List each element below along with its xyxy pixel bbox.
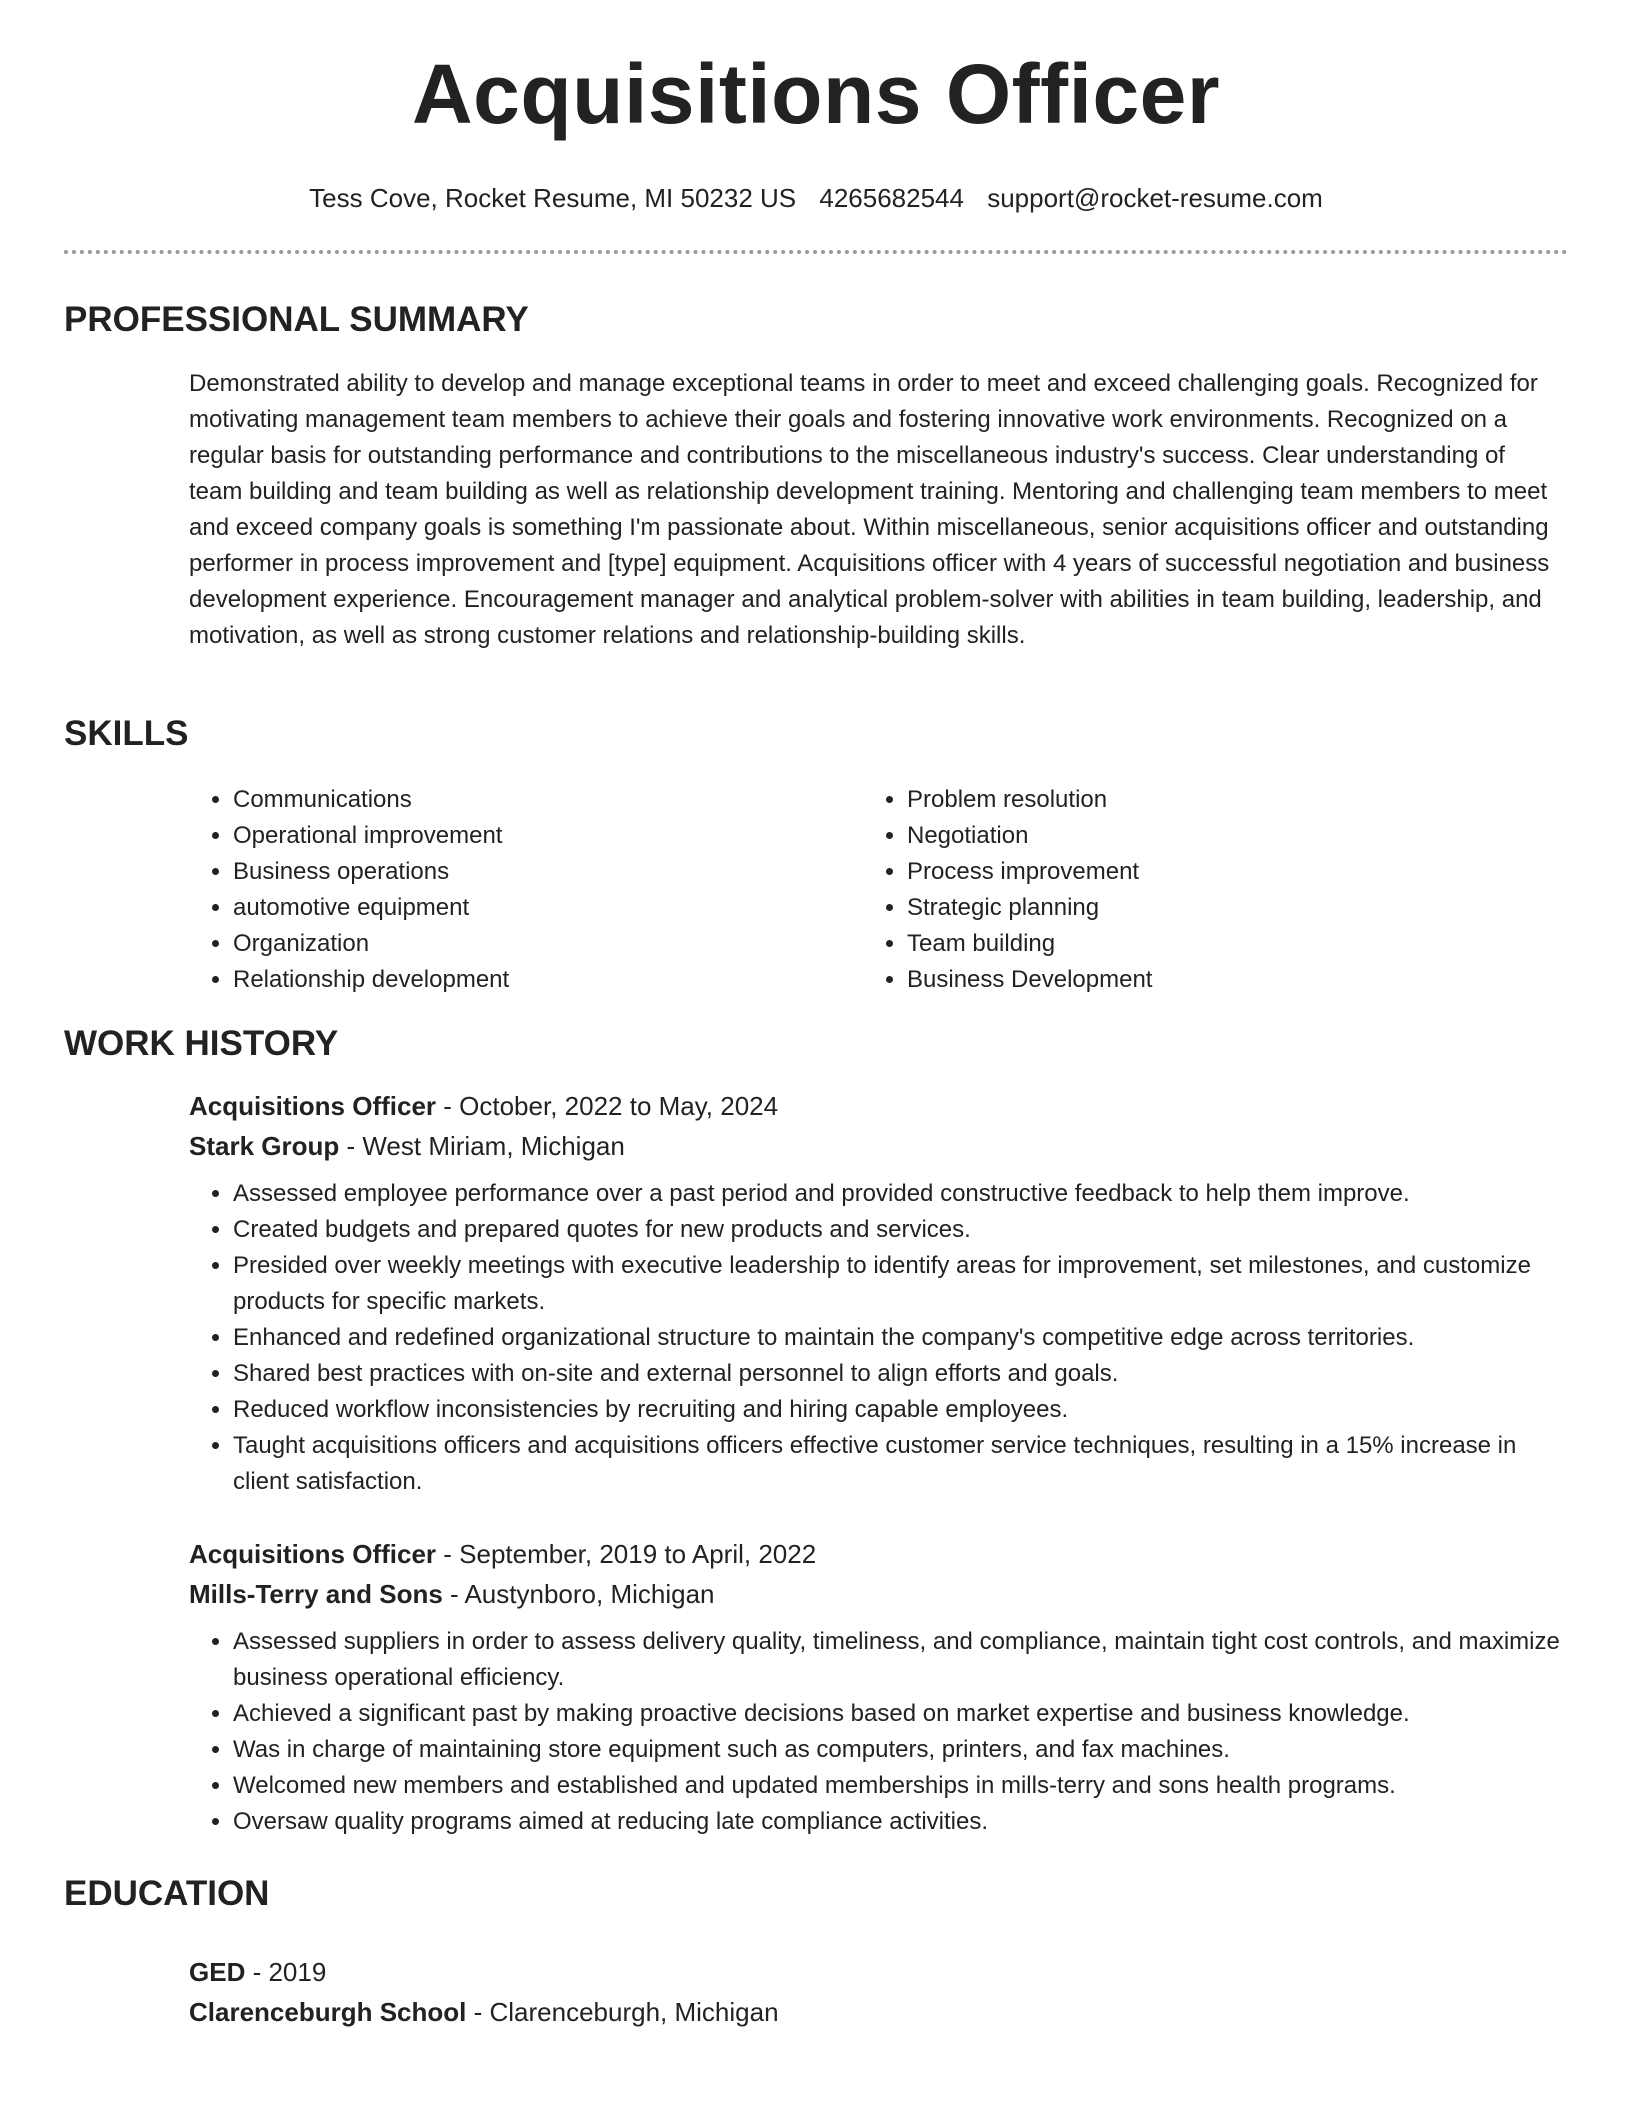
skills-list-right	[863, 782, 1503, 998]
contact-address: Tess Cove, Rocket Resume, MI 50232 US	[309, 183, 797, 213]
skill-item: • Team building	[907, 926, 1503, 962]
skill-item: • Communications	[233, 782, 829, 818]
job-dates: - September, 2019 to April, 2022	[436, 1539, 817, 1569]
job-entry	[189, 1086, 1569, 1500]
job-dates: - October, 2022 to May, 2024	[436, 1091, 779, 1121]
job-title: Acquisitions Officer	[189, 1091, 437, 1121]
contact-line	[0, 182, 1632, 214]
education-degree: GED	[189, 1957, 246, 1987]
skill-item: • Organization	[233, 926, 829, 962]
contact-email: support@rocket-resume.com	[987, 183, 1323, 213]
education-heading: EDUCATION	[64, 1874, 270, 1913]
skills-column-right	[863, 782, 1503, 998]
work-history-heading: WORK HISTORY	[64, 1024, 339, 1063]
list-item: • Created budgets and prepared quotes for new products and services.	[233, 1212, 1569, 1248]
education-degree-line	[189, 1952, 1569, 1992]
list-item: • Achieved a significant past by making proactive decisions based on market expertise and business knowledge.	[233, 1696, 1569, 1732]
job-duties	[189, 1624, 1569, 1840]
skill-item: • Negotiation	[907, 818, 1503, 854]
job-title: Acquisitions Officer	[189, 1539, 437, 1569]
job-company-line	[189, 1574, 1569, 1614]
list-item: • Presided over weekly meetings with executive leadership to identify areas for improvement, set milestones, and customize products for specific markets.	[233, 1248, 1569, 1320]
list-item: • Was in charge of maintaining store equipment such as computers, printers, and fax machines.	[233, 1732, 1569, 1768]
education-year: - 2019	[245, 1957, 327, 1987]
skill-item: • Strategic planning	[907, 890, 1503, 926]
header-divider	[64, 250, 1568, 254]
skill-item: • Process improvement	[907, 854, 1503, 890]
job-duties	[189, 1176, 1569, 1500]
skill-item: • Business Development	[907, 962, 1503, 998]
skill-item: • Business operations	[233, 854, 829, 890]
education-entry	[189, 1952, 1569, 2032]
list-item: • Reduced workflow inconsistencies by recruiting and hiring capable employees.	[233, 1392, 1569, 1428]
list-item: • Oversaw quality programs aimed at reducing late compliance activities.	[233, 1804, 1569, 1840]
contact-phone: 4265682544	[819, 183, 964, 213]
skill-item: • automotive equipment	[233, 890, 829, 926]
job-entry	[189, 1534, 1569, 1840]
skill-item: • Relationship development	[233, 962, 829, 998]
summary-text: Demonstrated ability to develop and manage exceptional teams in order to meet and exceed challenging goals. Recognized for motivating management team members to achieve their goals and fostering innovative work environments. Recognized on a regular basis for outstanding performance and contributions to the miscellaneous industry's success. Clear understanding of team building and team building as well as relationship development training. Mentoring and challenging team members to meet and exceed company goals is something I'm passionate about. Within miscellaneous, senior acquisitions officer and outstanding performer in process improvement and [type] equipment. Acquisitions officer with 4 years of successful negotiation and business development experience. Encouragement manager and analytical problem-solver with abilities in team building, leadership, and motivation, as well as strong customer relations and relationship-building skills.	[189, 370, 1550, 649]
job-company: Mills-Terry and Sons	[189, 1579, 443, 1609]
education-location: - Clarenceburgh, Michigan	[466, 1997, 779, 2027]
job-title-line	[189, 1086, 1569, 1126]
list-item: • Taught acquisitions officers and acquisitions officers effective customer service techniques, resulting in a 15% increase in client satisfaction.	[233, 1428, 1569, 1500]
skills-list-left	[189, 782, 829, 998]
job-company-line	[189, 1126, 1569, 1166]
job-location: - West Miriam, Michigan	[339, 1131, 625, 1161]
education-school: Clarenceburgh School	[189, 1997, 467, 2027]
skills-heading: SKILLS	[64, 714, 189, 753]
job-title-line	[189, 1534, 1569, 1574]
job-location: - Austynboro, Michigan	[442, 1579, 715, 1609]
skill-item: • Problem resolution	[907, 782, 1503, 818]
list-item: • Welcomed new members and established and updated memberships in mills-terry and sons health programs.	[233, 1768, 1569, 1804]
skills-column-left	[189, 782, 829, 998]
list-item: • Assessed suppliers in order to assess delivery quality, timeliness, and compliance, maintain tight cost controls, and maximize business operational efficiency.	[233, 1624, 1569, 1696]
list-item: • Shared best practices with on-site and external personnel to align efforts and goals.	[233, 1356, 1569, 1392]
job-company: Stark Group	[189, 1131, 340, 1161]
skill-item: • Operational improvement	[233, 818, 829, 854]
education-school-line	[189, 1992, 1569, 2032]
list-item: • Enhanced and redefined organizational structure to maintain the company's competitive edge across territories.	[233, 1320, 1569, 1356]
list-item: • Assessed employee performance over a past period and provided constructive feedback to help them improve.	[233, 1176, 1569, 1212]
summary-heading: PROFESSIONAL SUMMARY	[64, 300, 529, 339]
resume-name: Acquisitions Officer	[411, 47, 1221, 141]
